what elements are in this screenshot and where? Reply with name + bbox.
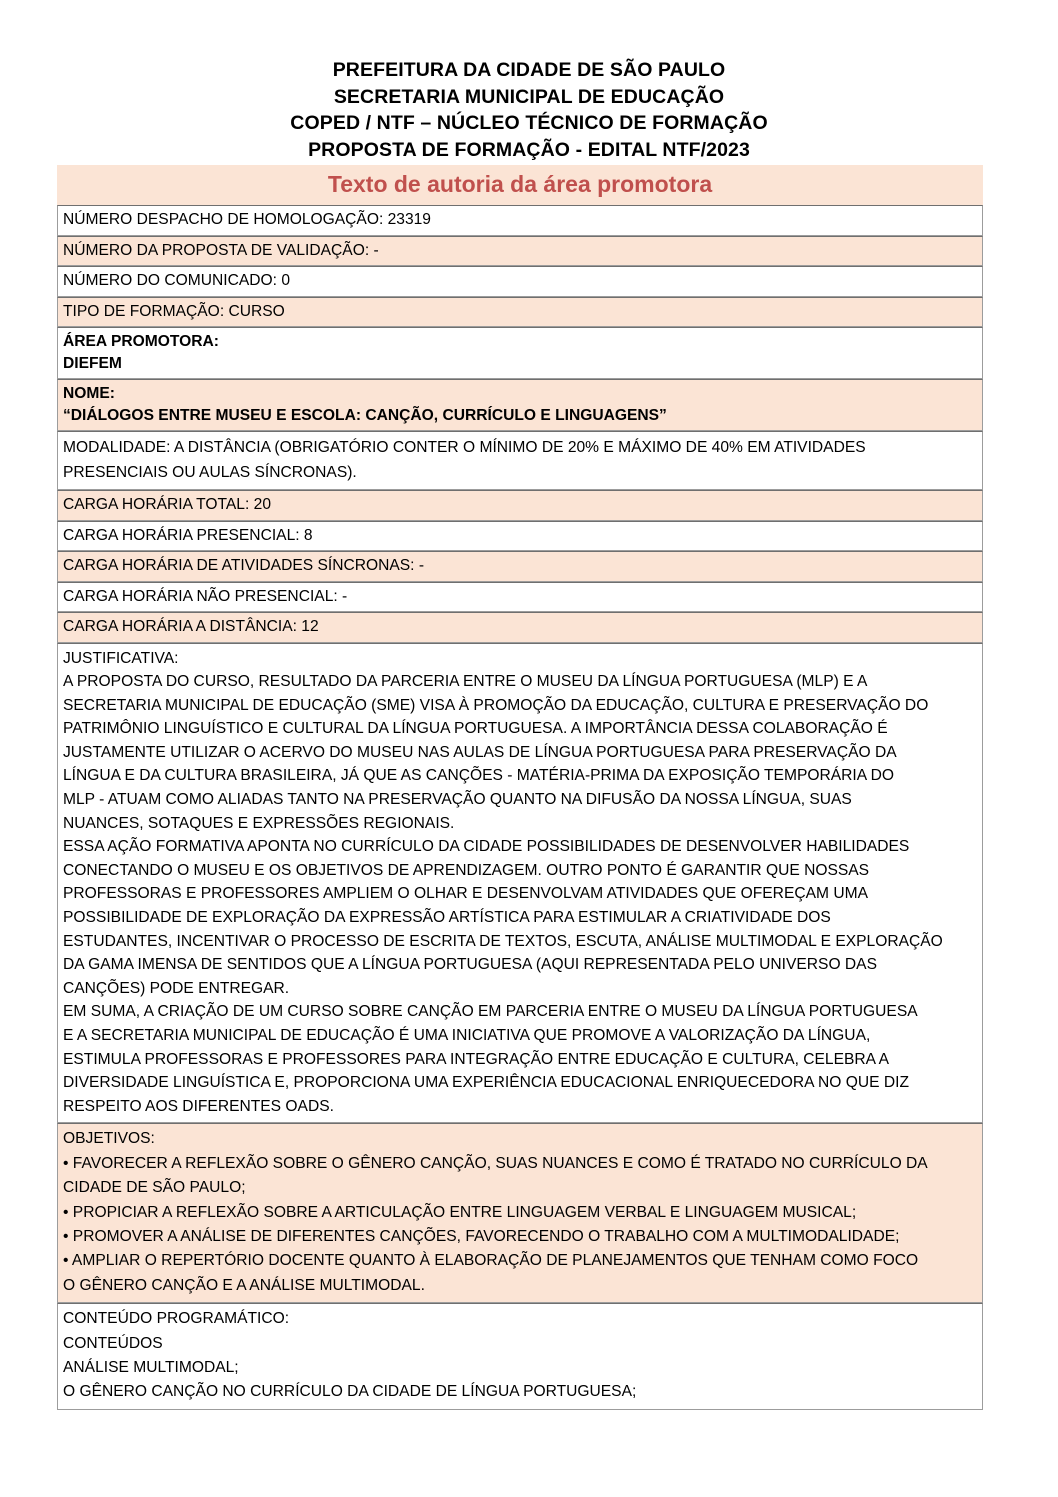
- heading-line-1: PREFEITURA DA CIDADE DE SÃO PAULO: [332, 59, 726, 81]
- carga-nao-presencial-text: CARGA HORÁRIA NÃO PRESENCIAL: -: [63, 587, 348, 605]
- heading-line-3: COPED / NTF – NÚCLEO TÉCNICO DE FORMAÇÃO: [290, 112, 768, 134]
- conteudo-line-3: O GÊNERO CANÇÃO NO CURRÍCULO DA CIDADE DE LÍNGUA PORTUGUESA;: [63, 1383, 637, 1401]
- table-row-despacho: [57, 205, 983, 236]
- table-row-carga-distancia: [57, 612, 983, 643]
- comunicado-text: NÚMERO DO COMUNICADO: 0: [63, 272, 290, 289]
- proposta-validacao-text: NÚMERO DA PROPOSTA DE VALIDAÇÃO: -: [63, 241, 379, 259]
- justificativa-line-9: CONECTANDO O MUSEU E OS OBJETIVOS DE APRENDIZAGEM. OUTRO PONTO É GARANTIR QUE NOSSAS: [63, 861, 870, 879]
- table-row-nome: [57, 379, 983, 431]
- justificativa-line-17: ESTIMULA PROFESSORAS E PROFESSORES PARA INTEGRAÇÃO ENTRE EDUCAÇÃO E CULTURA, CELEBRA A: [63, 1050, 890, 1068]
- nome-label: NOME:: [63, 385, 115, 402]
- carga-total-text: CARGA HORÁRIA TOTAL: 20: [63, 496, 271, 513]
- table-row-carga-presencial: [57, 521, 983, 552]
- table-row-carga-nao-presencial: [57, 582, 983, 613]
- objetivos-line-5: • AMPLIAR O REPERTÓRIO DOCENTE QUANTO À ELABORAÇÃO DE PLANEJAMENTOS QUE TENHAM COMO FOCO: [63, 1252, 919, 1270]
- cell-carga-total: [57, 490, 983, 521]
- justificativa-line-14: CANÇÕES) PODE ENTREGAR.: [63, 979, 290, 997]
- cell-comunicado: [57, 266, 983, 297]
- cell-carga-presencial: [57, 521, 983, 552]
- nome-value: “DIÁLOGOS ENTRE MUSEU E ESCOLA: CANÇÃO, CURRÍCULO E LINGUAGENS”: [63, 406, 667, 424]
- cell-justificativa: [57, 643, 983, 1124]
- table-row-justificativa: [57, 643, 983, 1124]
- table-row-proposta-validacao: [57, 236, 983, 267]
- justificativa-line-2: SECRETARIA MUNICIPAL DE EDUCAÇÃO (SME) VISA À PROMOÇÃO DA EDUCAÇÃO, CULTURA E PRESERVAÇÃO DO: [63, 696, 929, 714]
- justificativa-line-1: A PROPOSTA DO CURSO, RESULTADO DA PARCERIA ENTRE O MUSEU DA LÍNGUA PORTUGUESA (MLP) E A: [63, 673, 868, 691]
- cell-carga-nao-presencial: [57, 582, 983, 613]
- cell-proposta-validacao: [57, 236, 983, 267]
- despacho-text: NÚMERO DESPACHO DE HOMOLOGAÇÃO: 23319: [63, 211, 431, 228]
- heading-line-2: SECRETARIA MUNICIPAL DE EDUCAÇÃO: [333, 85, 725, 108]
- cell-despacho: [57, 205, 983, 236]
- objetivos-line-2: CIDADE DE SÃO PAULO;: [63, 1179, 246, 1197]
- conteudo-line-1: CONTEÚDOS: [63, 1334, 163, 1352]
- justificativa-line-13: DA GAMA IMENSA DE SENTIDOS QUE A LÍNGUA PORTUGUESA (AQUI REPRESENTADA PELO UNIVERSO DAS: [63, 956, 877, 974]
- cell-carga-sincronas: [57, 551, 983, 582]
- banner-title: Texto de autoria da área promotora: [327, 171, 713, 197]
- justificativa-line-5: LÍNGUA E DA CULTURA BRASILEIRA, JÁ QUE AS CANÇÕES - MATÉRIA-PRIMA DA EXPOSIÇÃO TEMPORÁRIA DO: [63, 767, 894, 785]
- table-row-comunicado: [57, 266, 983, 297]
- section-banner: [57, 165, 983, 205]
- table-row-modalidade: [57, 431, 983, 490]
- carga-presencial-text: CARGA HORÁRIA PRESENCIAL: 8: [63, 526, 313, 544]
- justificativa-line-6: MLP - ATUAM COMO ALIADAS TANTO NA PRESERVAÇÃO QUANTO NA DIFUSÃO DA NOSSA LÍNGUA, SUAS: [63, 791, 852, 809]
- modalidade-line-1: MODALIDADE: A DISTÂNCIA (OBRIGATÓRIO CONTER O MÍNIMO DE 20% E MÁXIMO DE 40% EM ATIVIDADES: [63, 439, 866, 456]
- cell-objetivos: [57, 1123, 983, 1303]
- justificativa-line-10: PROFESSORAS E PROFESSORES AMPLIEM O OLHAR E DESENVOLVAM ATIVIDADES QUE OFEREÇAM UMA: [63, 885, 868, 903]
- cell-modalidade: [57, 431, 983, 490]
- justificativa-line-4: JUSTAMENTE UTILIZAR O ACERVO DO MUSEU NAS AULAS DE LÍNGUA PORTUGUESA PARA PRESERVAÇÃO DA: [63, 743, 897, 761]
- area-promotora-value: DIEFEM: [63, 354, 122, 372]
- justificativa-line-3: PATRIMÔNIO LINGUÍSTICO E CULTURAL DA LÍNGUA PORTUGUESA. A IMPORTÂNCIA DESSA COLABORAÇÃO É: [63, 720, 888, 738]
- carga-distancia-text: CARGA HORÁRIA A DISTÂNCIA: 12: [63, 618, 319, 635]
- justificativa-line-12: ESTUDANTES, INCENTIVAR O PROCESSO DE ESCRITA DE TEXTOS, ESCUTA, ANÁLISE MULTIMODAL E EXPLORAÇÃO: [63, 932, 943, 950]
- conteudo-line-2: ANÁLISE MULTIMODAL;: [63, 1359, 239, 1377]
- justificativa-line-11: POSSIBILIDADE DE EXPLORAÇÃO DA EXPRESSÃO ARTÍSTICA PARA ESTIMULAR A CRIATIVIDADE DOS: [63, 909, 831, 927]
- table-row-carga-sincronas: [57, 551, 983, 582]
- table-row-area-promotora: [57, 327, 983, 379]
- justificativa-label: JUSTIFICATIVA:: [63, 649, 179, 667]
- justificativa-line-19: RESPEITO AOS DIFERENTES OADS.: [63, 1097, 334, 1115]
- area-promotora-label: ÁREA PROMOTORA:: [63, 333, 219, 350]
- heading-line-4: PROPOSTA DE FORMAÇÃO - EDITAL NTF/2023: [308, 138, 750, 161]
- cell-nome: [57, 379, 983, 431]
- cell-carga-distancia: [57, 612, 983, 643]
- carga-sincronas-text: CARGA HORÁRIA DE ATIVIDADES SÍNCRONAS: -: [63, 557, 425, 574]
- justificativa-line-8: ESSA AÇÃO FORMATIVA APONTA NO CURRÍCULO DA CIDADE POSSIBILIDADES DE DESENVOLVER HABILIDADES: [63, 838, 910, 856]
- justificativa-line-15: EM SUMA, A CRIAÇÃO DE UM CURSO SOBRE CANÇÃO EM PARCERIA ENTRE O MUSEU DA LÍNGUA PORTUGUESA: [63, 1003, 918, 1021]
- proposal-table: [57, 205, 983, 1410]
- cell-area-promotora: [57, 327, 983, 379]
- document-heading: [0, 0, 1058, 163]
- cell-conteudo-programatico: [57, 1303, 983, 1410]
- table-row-tipo-formacao: [57, 297, 983, 328]
- modalidade-line-2: PRESENCIAIS OU AULAS SÍNCRONAS).: [63, 464, 357, 481]
- conteudo-label: CONTEÚDO PROGRAMÁTICO:: [63, 1310, 290, 1328]
- table-row-conteudo-programatico: [57, 1303, 983, 1410]
- table-row-carga-total: [57, 490, 983, 521]
- table-row-objetivos: [57, 1123, 983, 1303]
- justificativa-line-18: DIVERSIDADE LINGUÍSTICA E, PROPORCIONA UMA EXPERIÊNCIA EDUCACIONAL ENRIQUECEDORA NO QUE DIZ: [63, 1074, 909, 1092]
- objetivos-label: OBJETIVOS:: [63, 1130, 155, 1148]
- justificativa-line-7: NUANCES, SOTAQUES E EXPRESSÕES REGIONAIS.: [63, 814, 455, 832]
- cell-tipo-formacao: [57, 297, 983, 328]
- tipo-formacao-text: TIPO DE FORMAÇÃO: CURSO: [63, 302, 285, 320]
- objetivos-line-1: • FAVORECER A REFLEXÃO SOBRE O GÊNERO CANÇÃO, SUAS NUANCES E COMO É TRATADO NO CURRÍCULO DA: [63, 1154, 928, 1172]
- objetivos-line-3: • PROPICIAR A REFLEXÃO SOBRE A ARTICULAÇÃO ENTRE LINGUAGEM VERBAL E LINGUAGEM MUSICAL;: [63, 1203, 857, 1221]
- justificativa-line-16: E A SECRETARIA MUNICIPAL DE EDUCAÇÃO É UMA INICIATIVA QUE PROMOVE A VALORIZAÇÃO DA LÍNGUA,: [63, 1027, 871, 1044]
- objetivos-line-6: O GÊNERO CANÇÃO E A ANÁLISE MULTIMODAL.: [63, 1276, 425, 1294]
- objetivos-line-4: • PROMOVER A ANÁLISE DE DIFERENTES CANÇÕES, FAVORECENDO O TRABALHO COM A MULTIMODALIDADE;: [63, 1228, 900, 1245]
